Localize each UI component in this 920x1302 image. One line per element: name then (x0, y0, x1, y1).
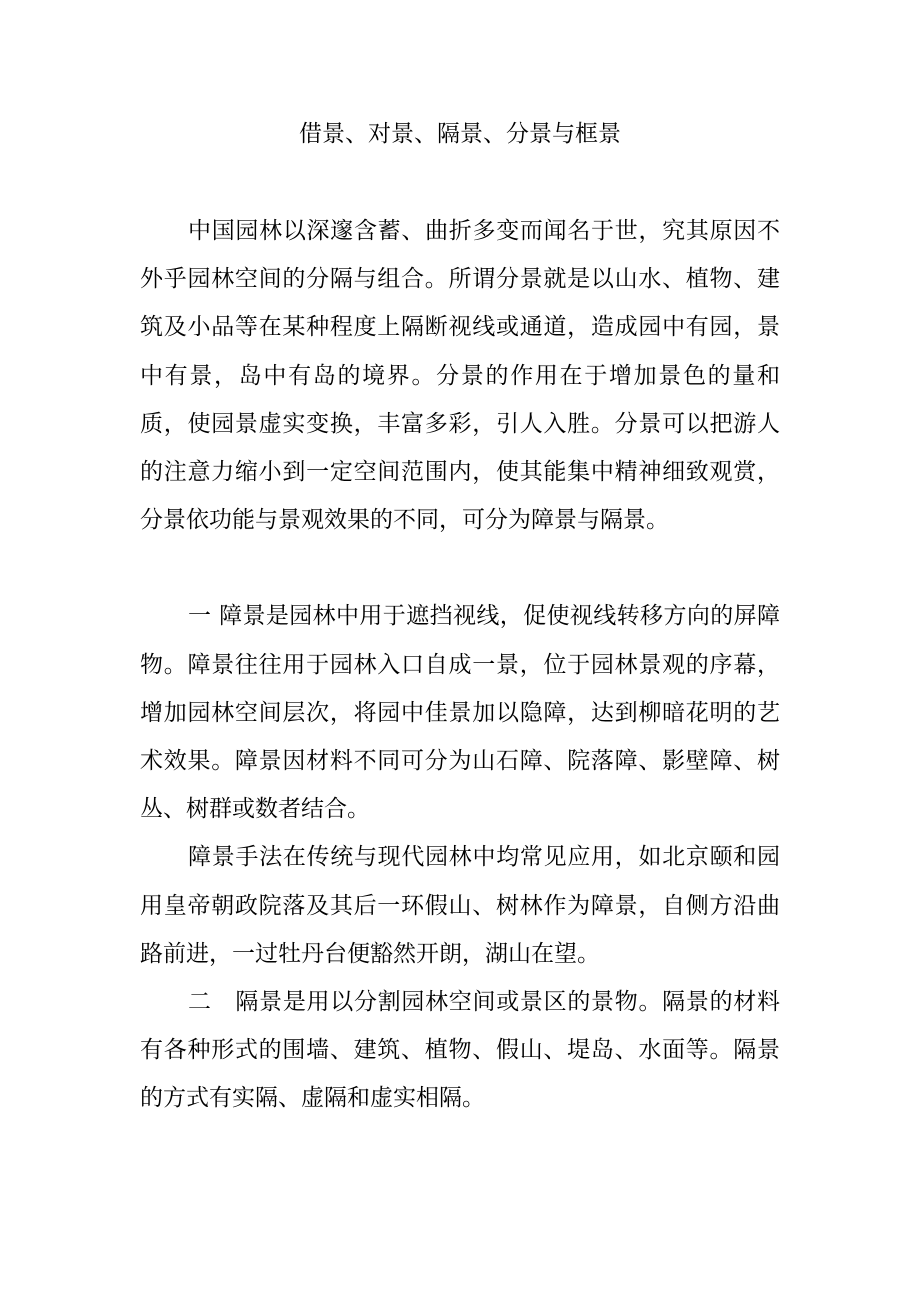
paragraph-zhangjing: 一 障景是园林中用于遮挡视线，促使视线转移方向的屏障物。障景往往用于园林入口自成一景，位于园林景观的序幕，增加园林空间层次，将园中佳景加以隐障，达到柳暗花明的艺术效果。障景因材料不同可分为山石障、院落障、影壁障、树丛、树群或数者结合。 (140, 603, 780, 823)
document-body (140, 207, 780, 1123)
paragraph-zhangjing-example: 障景手法在传统与现代园林中均常见应用，如北京颐和园用皇帝朝政院落及其后一环假山、树林作为障景，自侧方沿曲路前进，一过牡丹台便豁然开朗，湖山在望。 (140, 844, 780, 967)
paragraph-gap (140, 544, 780, 592)
paragraph-intro: 中国园林以深邃含蓄、曲折多变而闻名于世，究其原因不外乎园林空间的分隔与组合。所谓分景就是以山水、植物、建筑及小品等在某种程度上隔断视线或通道，造成园中有园，景中有景，岛中有岛的境界。分景的作用在于增加景色的量和质，使园景虚实变换，丰富多彩，引人入胜。分景可以把游人的注意力缩小到一定空间范围内，使其能集中精神细致观赏，分景依功能与景观效果的不同，可分为障景与隔景。 (140, 218, 780, 534)
document-title: 借景、对景、隔景、分景与框景 (299, 121, 621, 147)
paragraph-gejing: 二 隔景是用以分割园林空间或景区的景物。隔景的材料有各种形式的围墙、建筑、植物、假山、堤岛、水面等。隔景的方式有实隔、虚隔和虚实相隔。 (140, 989, 780, 1112)
